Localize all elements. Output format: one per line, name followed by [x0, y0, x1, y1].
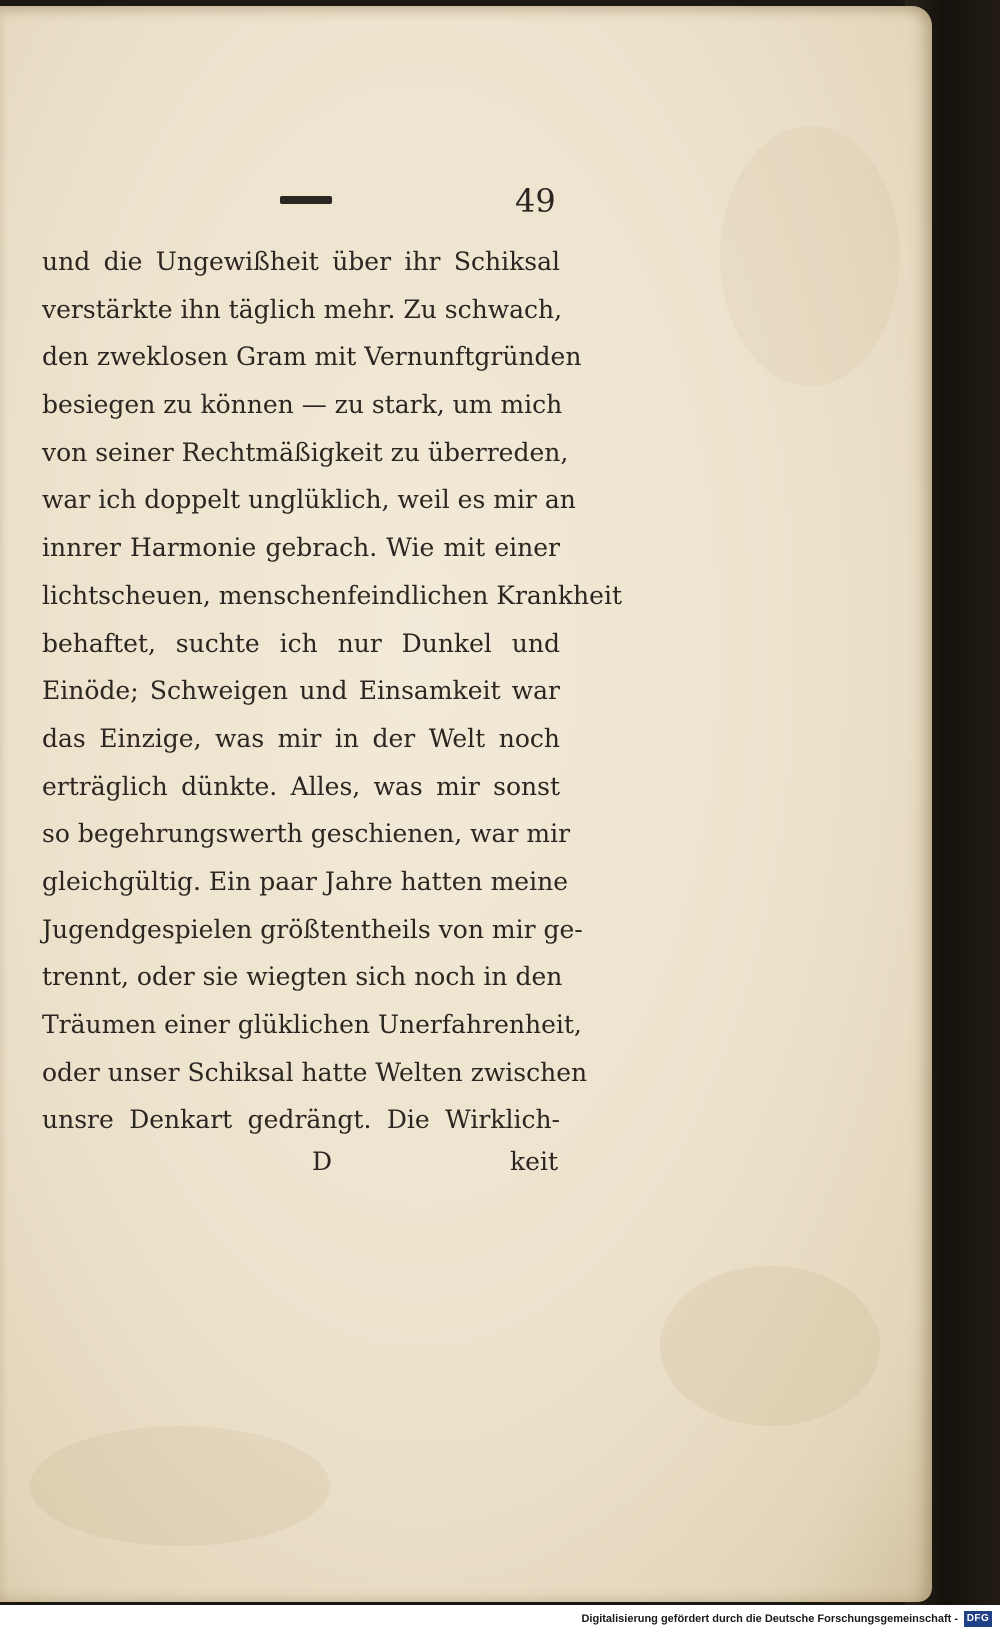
text-line: erträglich dünkte. Alles, was mir sonst	[42, 771, 560, 801]
text-line: besiegen zu können — zu stark, um mich	[42, 390, 563, 420]
text-line: das Einzige, was mir in der Welt noch	[42, 723, 560, 753]
text-line: gleichgültig. Ein paar Jahre hatten meine	[42, 866, 568, 896]
signature-mark: D	[312, 1147, 333, 1176]
text-line: trennt, oder sie wiegten sich noch in den	[42, 962, 563, 992]
text-line: von seiner Rechtmäßigkeit zu überreden,	[42, 437, 569, 467]
text-line: lichtscheuen, menschenfeindlichen Krankheit	[42, 580, 622, 610]
body-text	[42, 238, 622, 1144]
paper-stain	[720, 126, 900, 386]
paper-stain	[30, 1426, 330, 1546]
text-line: verstärkte ihn täglich mehr. Zu schwach,	[42, 294, 563, 324]
text-line: Träumen einer glüklichen Unerfahrenheit,	[42, 1010, 582, 1039]
text-line: so begehrungswerth geschienen, war mir	[42, 819, 571, 849]
text-line: und die Ungewißheit über ihr Schiksal	[42, 247, 560, 276]
text-line: oder unser Schiksal hatte Welten zwischen	[42, 1057, 588, 1087]
text-line: innrer Harmonie gebrach. Wie mit einer	[42, 533, 560, 563]
text-line: unsre Denkart gedrängt. Die Wirklich-	[42, 1105, 560, 1135]
paper-stain	[660, 1266, 880, 1426]
catchword: keit	[510, 1147, 558, 1176]
dfg-logo: DFG	[964, 1611, 992, 1627]
text-line: Jugendgespielen größtentheils von mir ge-	[42, 914, 583, 944]
text-line: war ich doppelt unglüklich, weil es mir an	[42, 485, 576, 515]
page-number: 49	[515, 182, 556, 220]
text-line: Einöde; Schweigen und Einsamkeit war	[42, 676, 560, 706]
header-rule	[280, 196, 332, 204]
text-line: den zweklosen Gram mit Vernunftgründen	[42, 342, 582, 372]
text-line: behaftet, suchte ich nur Dunkel und	[42, 628, 560, 658]
digitization-credit: Digitalisierung gefördert durch die Deutsche Forschungsgemeinschaft -	[581, 1613, 958, 1625]
